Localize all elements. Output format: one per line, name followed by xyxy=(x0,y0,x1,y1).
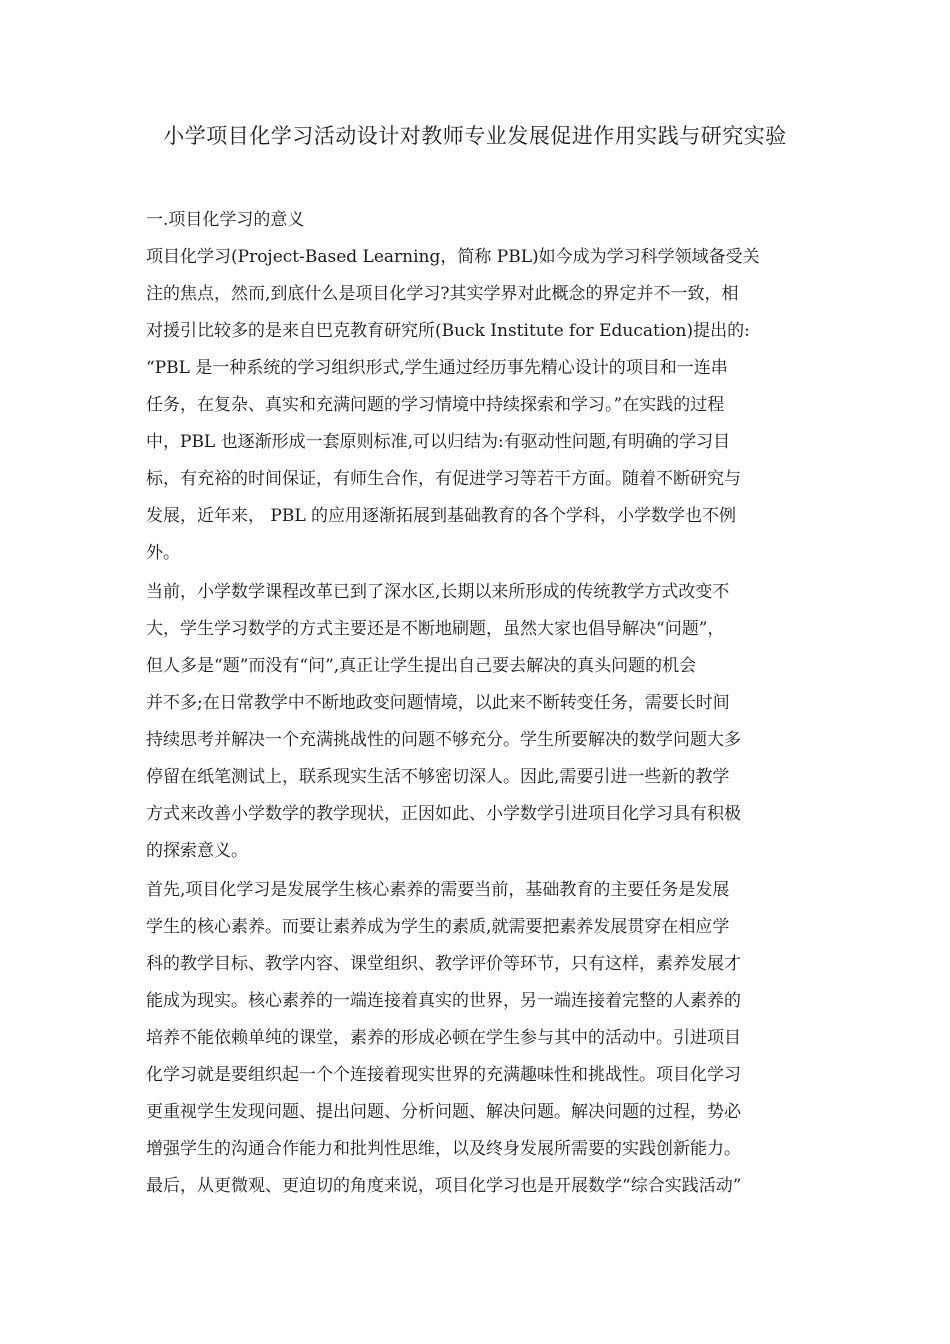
body-text-line: 首先,项目化学习是发展学生核心素养的需要当前，基础教育的主要任务是发展 xyxy=(146,880,730,900)
body-text-line: 科的教学目标、教学内容、课堂组织、教学评价等环节，只有这样，素养发展才 xyxy=(146,954,741,974)
body-text-line: 任务，在复杂、真实和充满问题的学习情境中持续探索和学习。”在实践的过程 xyxy=(146,395,725,415)
body-text-line: 最后，从更微观、更迫切的角度来说，项目化学习也是开展数学“综合实践活动” xyxy=(146,1176,742,1196)
body-text-line: “PBL 是一种系统的学习组织形式,学生通过经历事先精心设计的项目和一连串 xyxy=(146,358,728,378)
body-text-line: 方式来改善小学数学的教学现状，正因如此、小学数学引进项目化学习具有积极 xyxy=(146,804,741,824)
body-text-line: 能成为现实。核心素养的一端连接着真实的世界，另一端连接着完整的人素养的 xyxy=(146,991,741,1011)
body-text-line: 增强学生的沟通合作能力和批判性思维，以及终身发展所需要的实践创新能力。 xyxy=(146,1139,741,1159)
body-text-line: 当前，小学数学课程改革已到了深水区,长期以来所形成的传统教学方式改变不 xyxy=(146,582,730,602)
body-text-line: 培养不能依赖单纯的课堂，素养的形成必顿在学生参与其中的活动中。引进项目 xyxy=(146,1028,741,1048)
body-text-line: 化学习就是要组织起一个个连接着现实世界的充满趣味性和挑战性。项目化学习 xyxy=(146,1065,741,1085)
body-text-line: 大，学生学习数学的方式主要还是不断地刷题，虽然大家也倡导解决“问题”， xyxy=(146,619,725,639)
body-text-line: 更重视学生发现问题、提出问题、分析问题、解决问题。解决问题的过程，势必 xyxy=(146,1102,741,1122)
body-text-line: 标，有充裕的时间保证，有师生合作，有促进学习等若干方面。随着不断研究与 xyxy=(146,469,741,489)
body-text-line: 停留在纸笔测试上，联系现实生活不够密切深人。因此,需要引进一些新的教学 xyxy=(146,767,730,787)
body-text-line: 但人多是“题”而没有“问”,真正让学生提出自己要去解决的真头问题的机会 xyxy=(146,656,697,676)
body-text-line: 学生的核心素养。而要让素养成为学生的素质,就需要把素养发展贯穿在相应学 xyxy=(146,917,730,937)
body-text-line: 的探索意义。 xyxy=(146,841,248,861)
body-text-line: 外。 xyxy=(146,543,180,563)
body-text-line: 注的焦点，然而,到底什么是项目化学习?其实学界对此概念的界定并不一致，相 xyxy=(146,284,739,304)
body-text-line: 项目化学习(Project-Based Learning，简称 PBL)如今成为学习科学领域备受关 xyxy=(146,247,760,267)
body-text-line: 并不多;在日常教学中不断地政变问题情境，以此来不断转变任务，需要长时间 xyxy=(146,693,730,713)
section-heading: 一.项目化学习的意义 xyxy=(146,210,305,230)
body-text-line: 中，PBL 也逐渐形成一套原则标准,可以归结为:有驱动性问题,有明确的学习目 xyxy=(146,432,731,452)
body-text-line: 持续思考并解决一个充满挑战性的问题不够充分。学生所要解决的数学问题大多 xyxy=(146,730,741,750)
body-text-line: 发展，近年来， PBL 的应用逐渐拓展到基础教育的各个学科，小学数学也不例 xyxy=(146,506,737,526)
page-title: 小学项目化学习活动设计对教师专业发展促进作用实践与研究实验 xyxy=(163,124,787,148)
body-text-line: 对援引比较多的是来自巴克教育研究所(Buck Institute for Education)提出的: xyxy=(146,321,750,341)
